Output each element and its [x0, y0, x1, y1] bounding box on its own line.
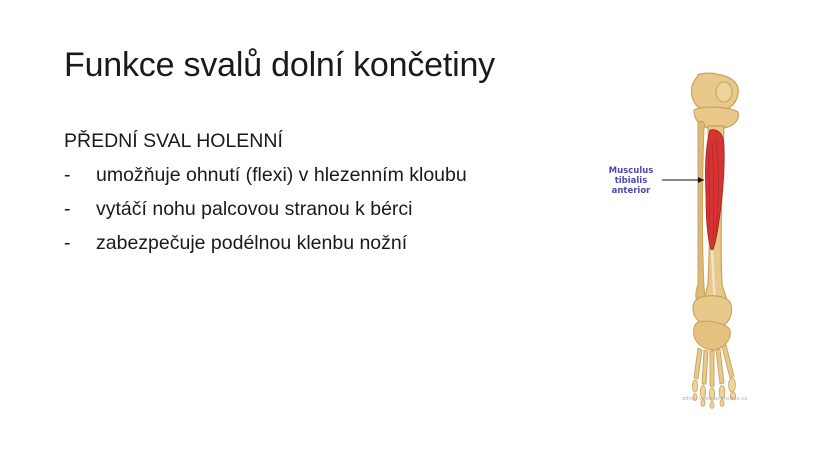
list-item: [64, 226, 467, 260]
leg-anatomy-illustration: [598, 72, 758, 412]
list-item-text: zabezpečuje podélnou klenbu nožní: [96, 232, 408, 254]
muscle-label: [600, 166, 662, 196]
metatarsal-bones: [694, 345, 734, 386]
bullet-marker: -: [64, 232, 71, 254]
function-list: [64, 158, 467, 260]
bullet-marker: -: [64, 164, 71, 186]
muscle-label-line: Musculus: [608, 166, 654, 176]
image-credit: zdroj: www.anatomie.cz: [682, 396, 748, 402]
slide-content: [64, 124, 467, 260]
slide-title: Funkce svalů dolní končetiny: [64, 46, 495, 84]
list-item-text: vytáčí nohu palcovou stranou k bérci: [96, 198, 413, 220]
muscle-heading: PŘEDNÍ SVAL HOLENNÍ: [64, 130, 283, 152]
fibula-bone: [696, 121, 705, 302]
muscle-label-line: tibialis: [614, 176, 648, 186]
list-item-text: umožňuje ohnutí (flexi) v hlezenním kloubu: [96, 164, 467, 186]
patella: [716, 82, 732, 102]
list-item: [64, 158, 467, 192]
muscle-label-line: anterior: [611, 186, 651, 196]
list-item: [64, 192, 467, 226]
bullet-marker: -: [64, 198, 71, 220]
